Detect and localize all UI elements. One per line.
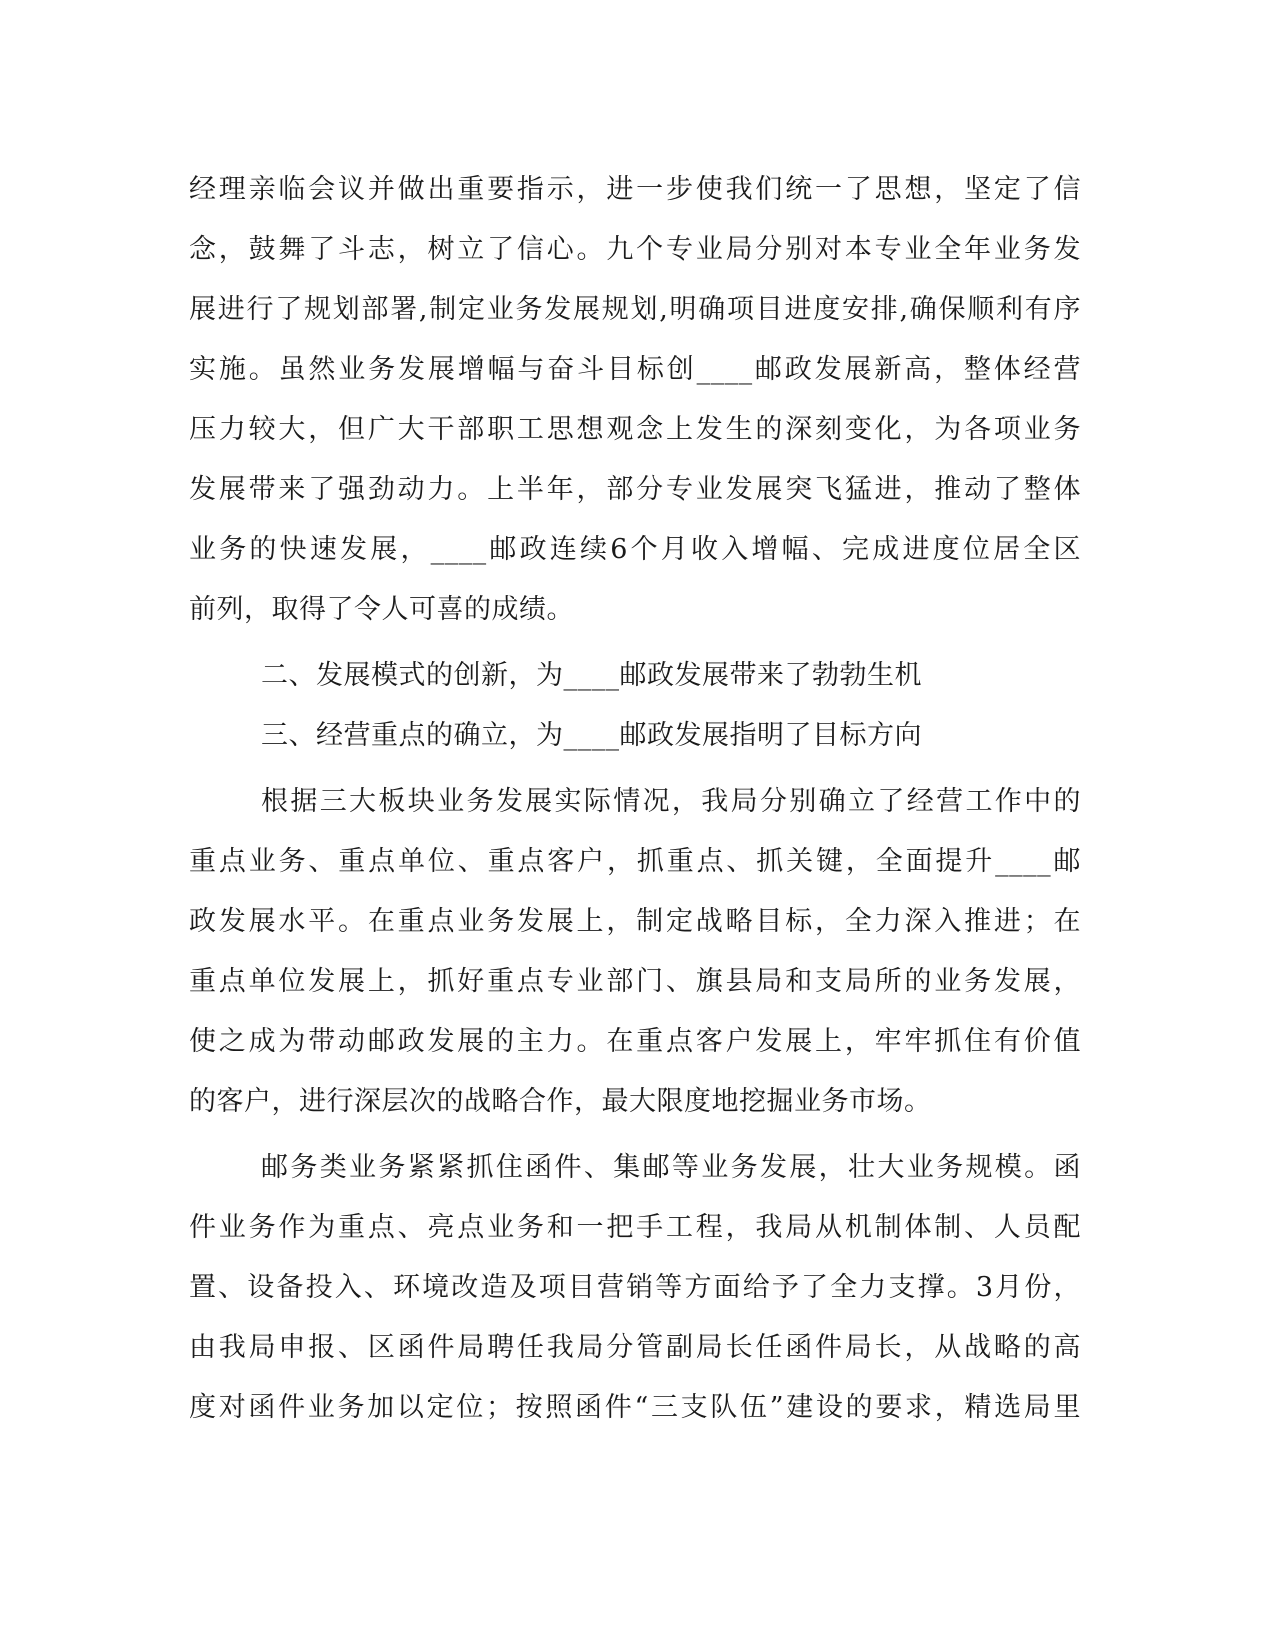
text-line: 展进行了规划部署,制定业务发展规划,明确项目进度安排,确保顺利有序	[189, 294, 1081, 325]
text-line: 使之成为带动邮政发展的主力。在重点客户发展上，牢牢抓住有价值	[189, 1026, 1081, 1057]
text-line: 业务的快速发展，____邮政连续6个月收入增幅、完成进度位居全区	[189, 534, 1081, 565]
paragraph-p2	[189, 772, 1081, 1132]
heading-line: 三、经营重点的确立，为____邮政发展指明了目标方向	[261, 720, 922, 751]
text-line: 邮务类业务紧紧抓住函件、集邮等业务发展，壮大业务规模。函	[261, 1152, 1081, 1183]
text-line: 根据三大板块业务发展实际情况，我局分别确立了经营工作中的	[261, 786, 1081, 817]
text-column	[189, 160, 1081, 1438]
text-line: 经理亲临会议并做出重要指示，进一步使我们统一了思想，坚定了信	[189, 174, 1081, 205]
text-line: 由我局申报、区函件局聘任我局分管副局长任函件局长，从战略的高	[189, 1332, 1081, 1363]
text-line: 度对函件业务加以定位；按照函件“三支队伍”建设的要求，精选局里	[189, 1392, 1081, 1423]
text-line: 重点单位发展上，抓好重点专业部门、旗县局和支局所的业务发展，	[189, 966, 1081, 997]
text-line: 念，鼓舞了斗志，树立了信心。九个专业局分别对本专业全年业务发	[189, 234, 1081, 265]
paragraph-p3	[189, 1138, 1081, 1438]
text-line: 压力较大，但广大干部职工思想观念上发生的深刻变化，为各项业务	[189, 414, 1081, 445]
text-line: 实施。虽然业务发展增幅与奋斗目标创____邮政发展新高，整体经营	[189, 354, 1081, 385]
text-line: 政发展水平。在重点业务发展上，制定战略目标，全力深入推进；在	[189, 906, 1081, 937]
text-line: 件业务作为重点、亮点业务和一把手工程，我局从机制体制、人员配	[189, 1212, 1081, 1243]
text-line: 置、设备投入、环境改造及项目营销等方面给予了全力支撑。3月份，	[189, 1272, 1081, 1303]
paragraph-p1	[189, 160, 1081, 640]
text-line: 重点业务、重点单位、重点客户，抓重点、抓关键，全面提升____邮	[189, 846, 1081, 877]
text-line: 的客户，进行深层次的战略合作，最大限度地挖掘业务市场。	[189, 1086, 932, 1117]
text-line: 发展带来了强劲动力。上半年，部分专业发展突飞猛进，推动了整体	[189, 474, 1081, 505]
text-line: 前列，取得了令人可喜的成绩。	[189, 594, 574, 625]
section-heading-2	[189, 646, 1081, 706]
section-heading-3	[189, 706, 1081, 766]
heading-line: 二、发展模式的创新，为____邮政发展带来了勃勃生机	[261, 660, 922, 691]
